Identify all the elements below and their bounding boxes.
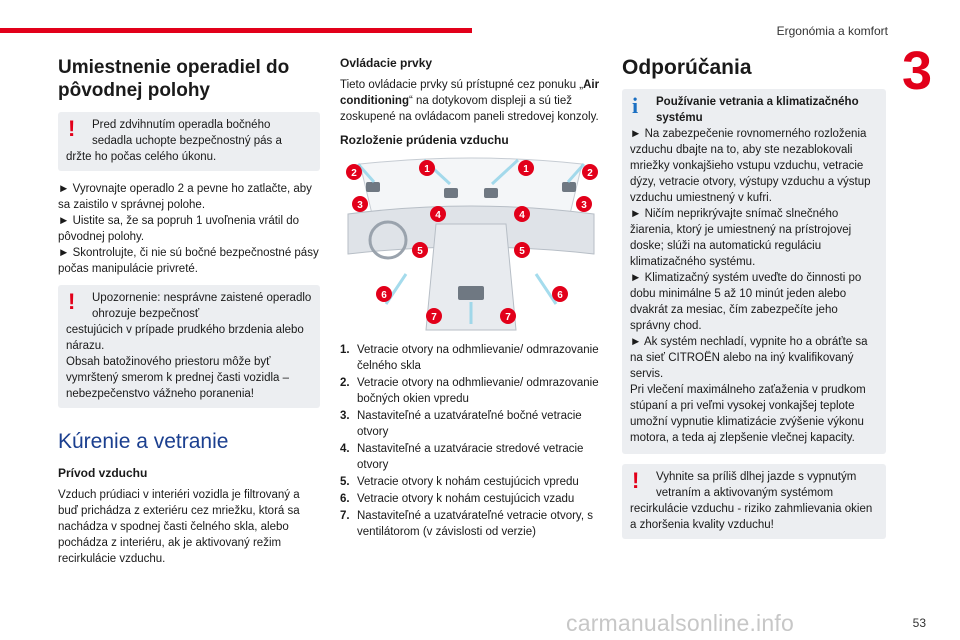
airflow-diagram bbox=[340, 154, 602, 332]
warning-exclamation-icon: ! bbox=[68, 116, 76, 141]
airflow-legend bbox=[340, 342, 602, 540]
legend-item: 4. Nastaviteľné a uzatváracie stredové vetracie otvory bbox=[340, 443, 584, 471]
badge-5-left-label: 5 bbox=[417, 246, 423, 257]
legend-item: 7. Nastaviteľné a uzatvárateľné vetracie otvory, s ventilátorom (v závislosti od verzie) bbox=[340, 510, 593, 538]
badge-1-left-label: 1 bbox=[424, 164, 430, 175]
badge-6-right-label: 6 bbox=[557, 290, 563, 301]
info-lead: Používanie vetrania a klimatizačného systému bbox=[656, 96, 859, 124]
heading-airflow: Rozloženie prúdenia vzduchu bbox=[340, 133, 509, 147]
warning-2-rest: cestujúcich v prípade prudkého brzdenia alebo nárazu. bbox=[66, 324, 304, 352]
step-1: ► Vyrovnajte operadlo 2 a pevne ho zatlačte, aby sa zaistilo v správnej polohe. bbox=[58, 183, 312, 211]
info-item-4: ► Ak systém nechladí, vypnite ho a obráťte sa na sieť CITROËN alebo na iný kvalifikovaný servis. bbox=[630, 336, 868, 380]
info-item-1: ► Na zabezpečenie rovnomerného rozloženia vzduchu dbajte na to, aby ste nezablokovali mriežky vonkajšieho vstupu vzduchu, vetracie dýzy, vetracie otvory, výstupy vzduchu a výstup vzduchu umiestnený v kufri. bbox=[630, 128, 871, 204]
warning-2-extra: Obsah batožinového priestoru môže byť vymrštený smerom k prednej časti vozidla – nebezpečenstvo vážneho poranenia! bbox=[66, 356, 290, 400]
badge-1-right-label: 1 bbox=[523, 164, 529, 175]
dashboard-airflow-illustration bbox=[340, 154, 602, 332]
legend-item: 2. Vetracie otvory na odhmlievanie/ odmrazovanie bočných okien vpredu bbox=[340, 377, 599, 405]
warning-1-lead: Pred zdvihnutím operadla bočného sedadla uchopte bezpečnostný pás a bbox=[92, 119, 282, 147]
step-3: ► Skontrolujte, či nie sú bočné bezpečnostné pásy počas manipulácie privreté. bbox=[58, 247, 319, 275]
info-item-2: ► Ničím neprikrývajte snímač slnečného žiarenia, ktorý je umiestnený na prístrojovej doske; slúži na automatickú reguláciu klimatizačného systému. bbox=[630, 208, 852, 268]
page-number: 53 bbox=[912, 616, 926, 630]
warning-exclamation-icon: ! bbox=[632, 468, 640, 493]
column-1 bbox=[58, 56, 320, 575]
heading-air-intake: Prívod vzduchu bbox=[58, 466, 148, 480]
chapter-title: Ergonómia a komfort bbox=[776, 24, 888, 38]
badge-7-right-label: 7 bbox=[505, 312, 511, 323]
section-heating-ventilation: Kúrenie a vetranie bbox=[58, 430, 229, 453]
warning-box-3 bbox=[622, 464, 886, 539]
heading-restore-backrests: Umiestnenie operadiel do pôvodnej polohy bbox=[58, 57, 290, 101]
heading-controls: Ovládacie prvky bbox=[340, 56, 433, 70]
info-icon: i bbox=[632, 93, 639, 118]
info-box bbox=[622, 89, 886, 454]
chapter-number: 3 bbox=[901, 41, 932, 101]
column-2 bbox=[340, 56, 602, 541]
watermark-text: carmanualsonline.info bbox=[566, 610, 794, 636]
badge-4-right-label: 4 bbox=[519, 210, 525, 221]
badge-3-right-label: 3 bbox=[581, 200, 587, 211]
top-accent-bar bbox=[0, 28, 472, 33]
legend-item: 3. Nastaviteľné a uzatvárateľné bočné vetracie otvory bbox=[340, 410, 582, 438]
badge-2-right-label: 2 bbox=[587, 168, 593, 179]
badge-2-left-label: 2 bbox=[351, 168, 357, 179]
legend-item: 6. Vetracie otvory k nohám cestujúcich vzadu bbox=[340, 493, 575, 505]
info-item-3: ► Klimatizačný systém uveďte do činnosti po dobu minimálne 5 až 10 minút jeden alebo dvakrát za mesiac, čím zabezpečíte jeho správny chod. bbox=[630, 272, 862, 332]
warning-1-rest: držte ho počas celého úkonu. bbox=[66, 151, 217, 163]
warning-exclamation-icon: ! bbox=[68, 289, 76, 314]
air-intake-text: Vzduch prúdiaci v interiéri vozidla je filtrovaný a buď prichádza z exteriéru cez mriežku, ktorá sa nachádza v spodnej časti čelného skla, alebo pochádza z interiéru, ak je aktivovaný režim recirkulácie vzduchu. bbox=[58, 489, 300, 565]
step-2: ► Uistite sa, že sa popruh 1 uvoľnenia vrátil do pôvodnej polohy. bbox=[58, 215, 300, 243]
warning-3-lead: Vyhnite sa príliš dlhej jazde s vypnutým vetraním a aktivovaným systémom bbox=[656, 471, 857, 499]
badge-4-left-label: 4 bbox=[435, 210, 441, 221]
info-item-5: Pri vlečení maximálneho zaťaženia v prudkom stúpaní a pri veľmi vysokej vonkajšej teplote umožní vypnutie klimatizácie zvýšenie výkonu motora, a teda aj zlepšenie vlečnej kapacity. bbox=[630, 384, 866, 444]
heading-recommendations: Odporúčania bbox=[622, 56, 752, 79]
badge-6-left-label: 6 bbox=[381, 290, 387, 301]
legend-item: 1. Vetracie otvory na odhmlievanie/ odmrazovanie čelného skla bbox=[340, 344, 599, 372]
column-3 bbox=[622, 56, 886, 549]
badge-3-left-label: 3 bbox=[357, 200, 363, 211]
badge-5-right-label: 5 bbox=[519, 246, 525, 257]
warning-2-lead: Upozornenie: nesprávne zaistené operadlo ohrozuje bezpečnosť bbox=[92, 292, 312, 320]
warning-box-2 bbox=[58, 285, 320, 408]
legend-item: 5. Vetracie otvory k nohám cestujúcich vpredu bbox=[340, 476, 579, 488]
warning-box-1 bbox=[58, 112, 320, 171]
warning-3-rest: recirkulácie vzduchu - riziko zahmlievania okien a zhoršenia kvality vzduchu! bbox=[630, 503, 873, 531]
controls-text: Tieto ovládacie prvky sú prístupné cez ponuku „Air conditioning“ na dotykovom displeji a sú tiež zoskupené na ovládacom paneli stredovej konzoly. bbox=[340, 79, 600, 123]
badge-7-left-label: 7 bbox=[431, 312, 437, 323]
